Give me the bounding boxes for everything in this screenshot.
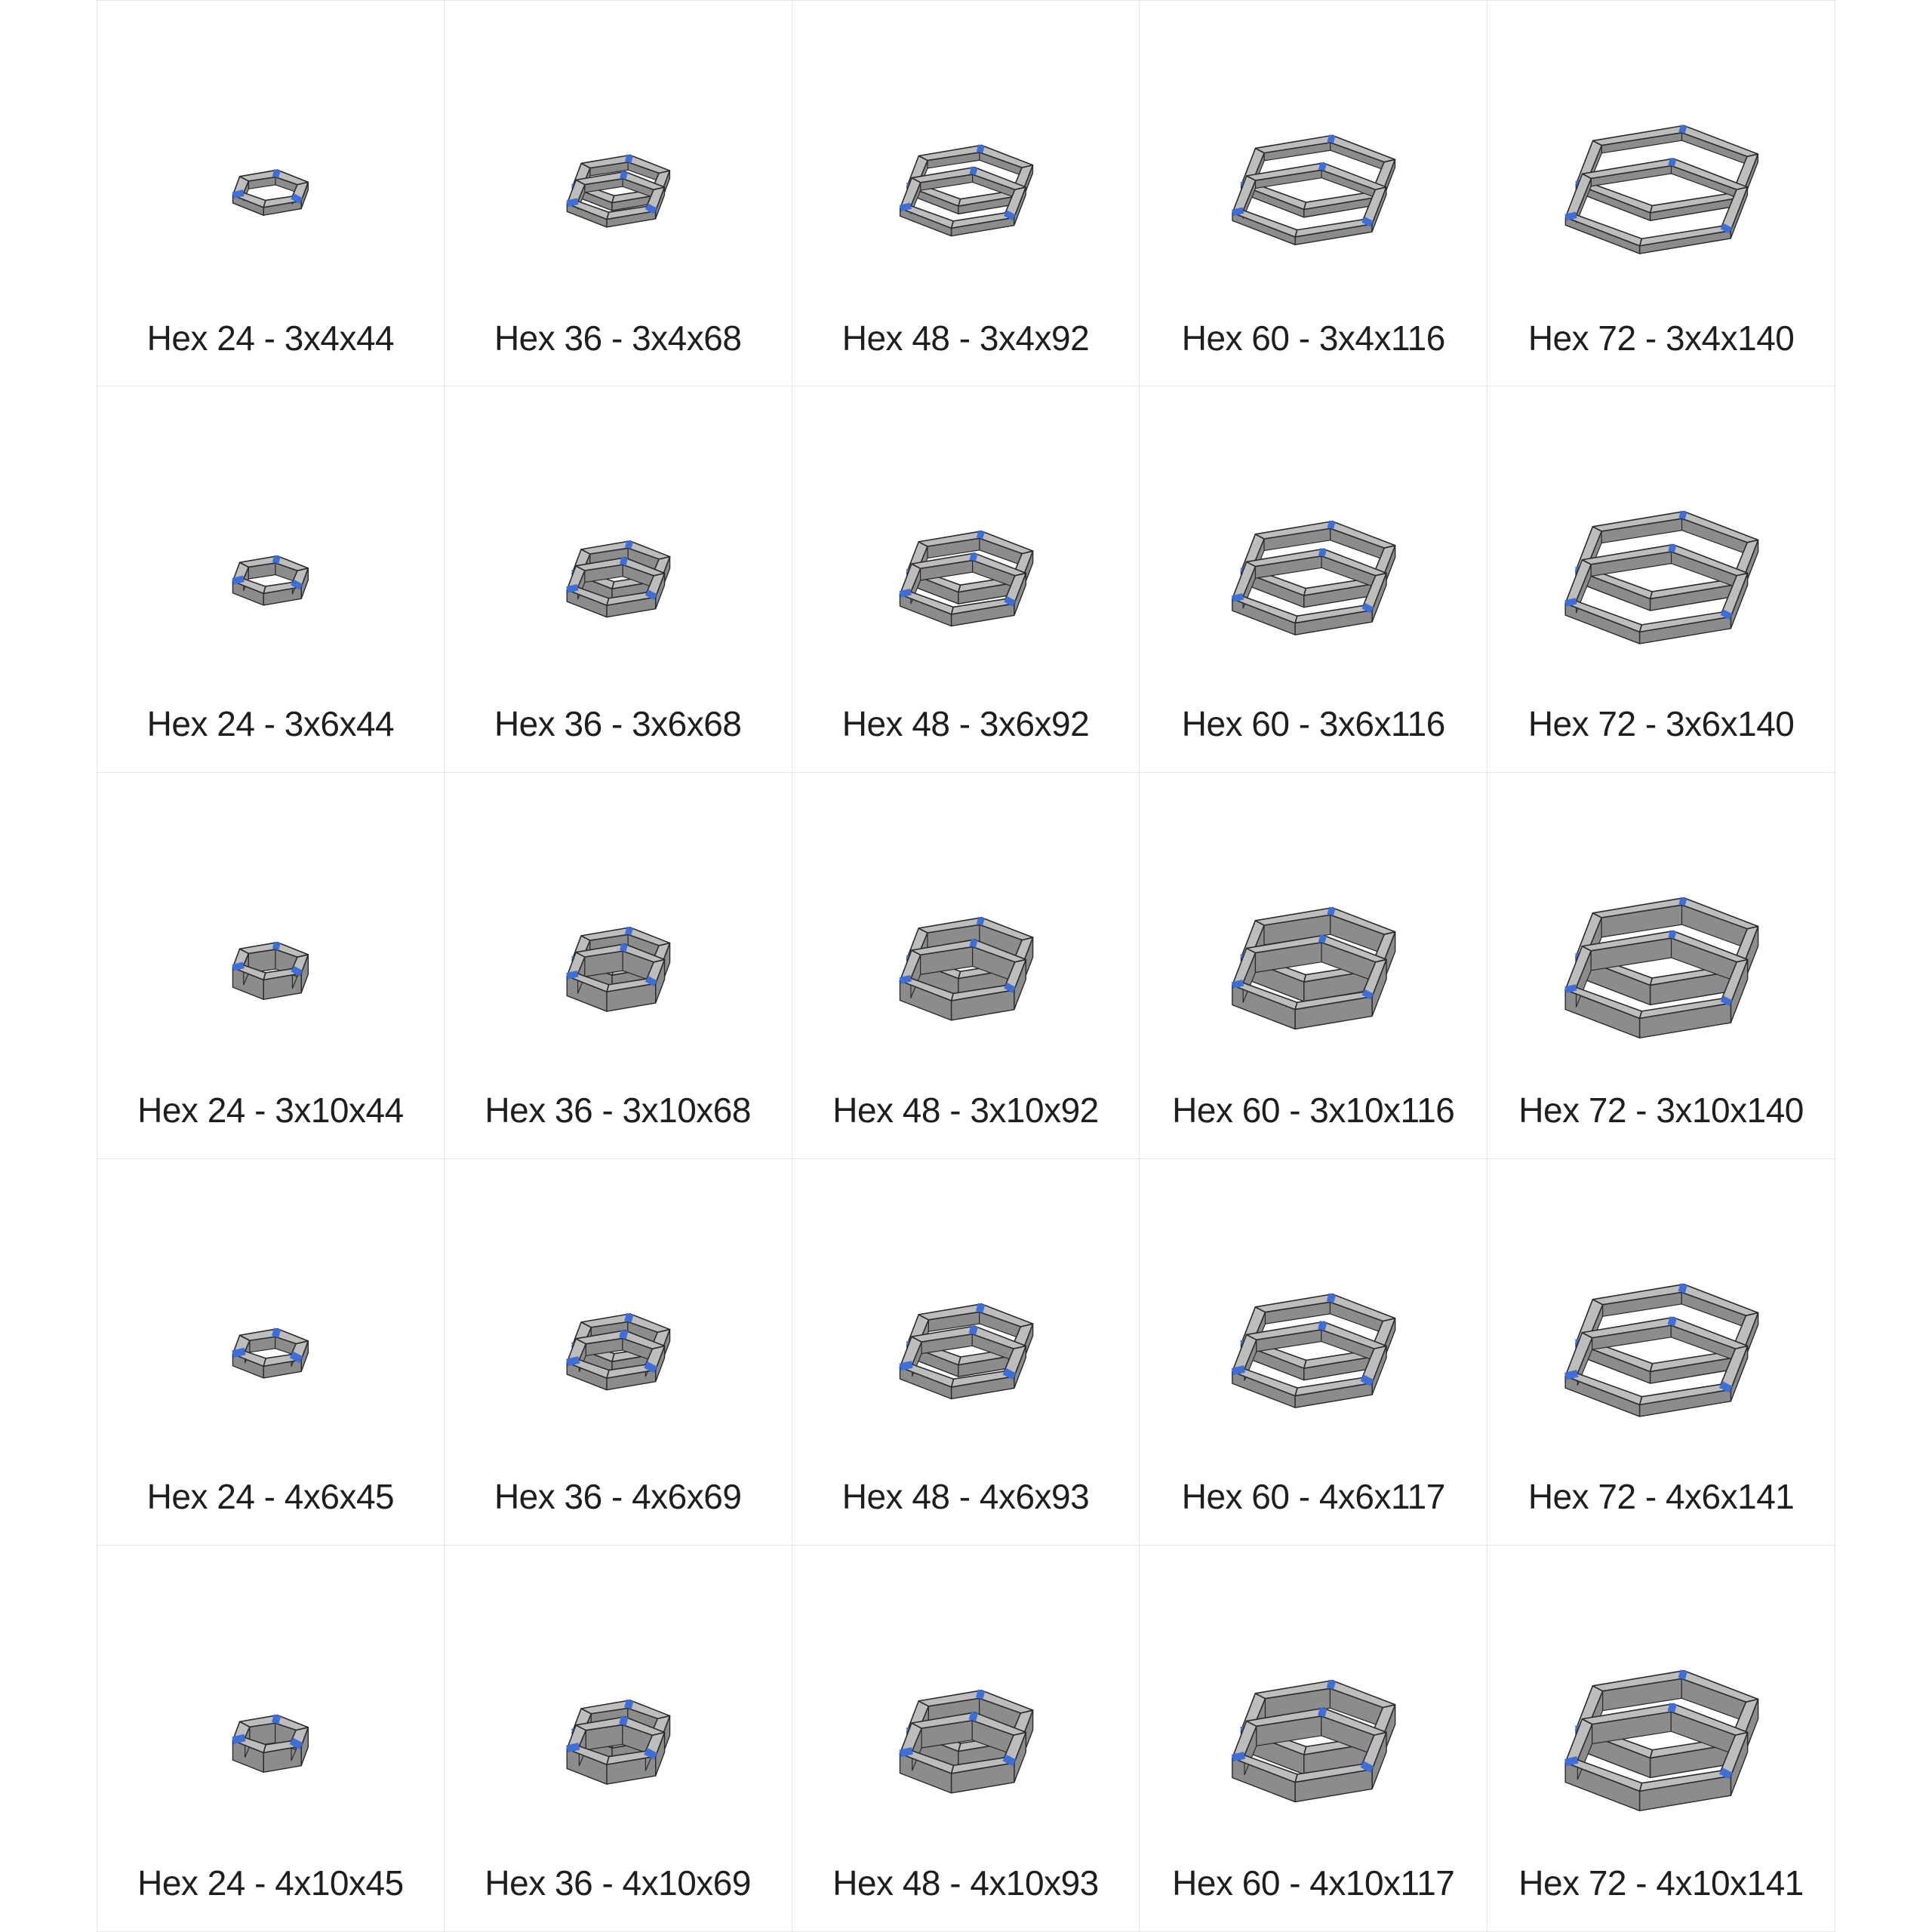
product-card[interactable] xyxy=(1140,386,1487,773)
product-card[interactable] xyxy=(445,0,792,386)
product-label: Hex 60 - 3x6x116 xyxy=(1181,704,1445,743)
product-card[interactable] xyxy=(97,773,445,1159)
product-card[interactable] xyxy=(792,1159,1140,1546)
product-card[interactable] xyxy=(1140,1546,1487,1932)
product-label: Hex 36 - 4x10x69 xyxy=(485,1863,751,1903)
product-label: Hex 36 - 3x10x68 xyxy=(485,1091,751,1130)
product-card[interactable] xyxy=(792,1546,1140,1932)
product-card[interactable] xyxy=(445,773,792,1159)
product-label: Hex 48 - 3x10x92 xyxy=(832,1091,1099,1130)
product-label: Hex 48 - 3x4x92 xyxy=(841,318,1090,358)
product-label: Hex 60 - 3x4x116 xyxy=(1181,318,1445,358)
product-label: Hex 36 - 3x6x68 xyxy=(494,704,742,743)
product-card[interactable] xyxy=(1487,0,1835,386)
product-card[interactable] xyxy=(1487,1546,1835,1932)
product-label: Hex 24 - 3x6x44 xyxy=(146,704,395,743)
product-card[interactable] xyxy=(792,773,1140,1159)
product-label: Hex 72 - 4x6x141 xyxy=(1527,1477,1795,1516)
product-label: Hex 60 - 3x10x116 xyxy=(1172,1091,1455,1130)
product-card[interactable] xyxy=(1487,773,1835,1159)
product-label: Hex 24 - 4x10x45 xyxy=(137,1863,404,1903)
product-card[interactable] xyxy=(97,386,445,773)
product-label: Hex 60 - 4x10x117 xyxy=(1172,1863,1455,1903)
product-label: Hex 36 - 3x4x68 xyxy=(494,318,742,358)
product-label: Hex 24 - 3x10x44 xyxy=(137,1091,404,1130)
product-label: Hex 72 - 3x6x140 xyxy=(1527,704,1795,743)
product-label: Hex 72 - 3x10x140 xyxy=(1518,1091,1804,1130)
product-label: Hex 24 - 3x4x44 xyxy=(146,318,395,358)
product-card[interactable] xyxy=(792,386,1140,773)
product-card[interactable] xyxy=(1140,0,1487,386)
product-card[interactable] xyxy=(1140,773,1487,1159)
product-card[interactable] xyxy=(97,0,445,386)
product-label: Hex 48 - 4x10x93 xyxy=(832,1863,1099,1903)
product-card[interactable] xyxy=(1487,1159,1835,1546)
product-label: Hex 48 - 4x6x93 xyxy=(841,1477,1090,1516)
product-card[interactable] xyxy=(1140,1159,1487,1546)
product-label: Hex 72 - 3x4x140 xyxy=(1527,318,1795,358)
product-card[interactable] xyxy=(97,1159,445,1546)
product-label: Hex 60 - 4x6x117 xyxy=(1181,1477,1445,1516)
product-card[interactable] xyxy=(445,1546,792,1932)
product-card[interactable] xyxy=(792,0,1140,386)
product-card[interactable] xyxy=(445,1159,792,1546)
product-label: Hex 72 - 4x10x141 xyxy=(1518,1863,1804,1903)
product-label: Hex 48 - 3x6x92 xyxy=(841,704,1090,743)
product-grid xyxy=(97,0,1835,1932)
product-label: Hex 36 - 4x6x69 xyxy=(494,1477,742,1516)
product-label: Hex 24 - 4x6x45 xyxy=(146,1477,395,1516)
product-card[interactable] xyxy=(1487,386,1835,773)
product-card[interactable] xyxy=(445,386,792,773)
product-card[interactable] xyxy=(97,1546,445,1932)
